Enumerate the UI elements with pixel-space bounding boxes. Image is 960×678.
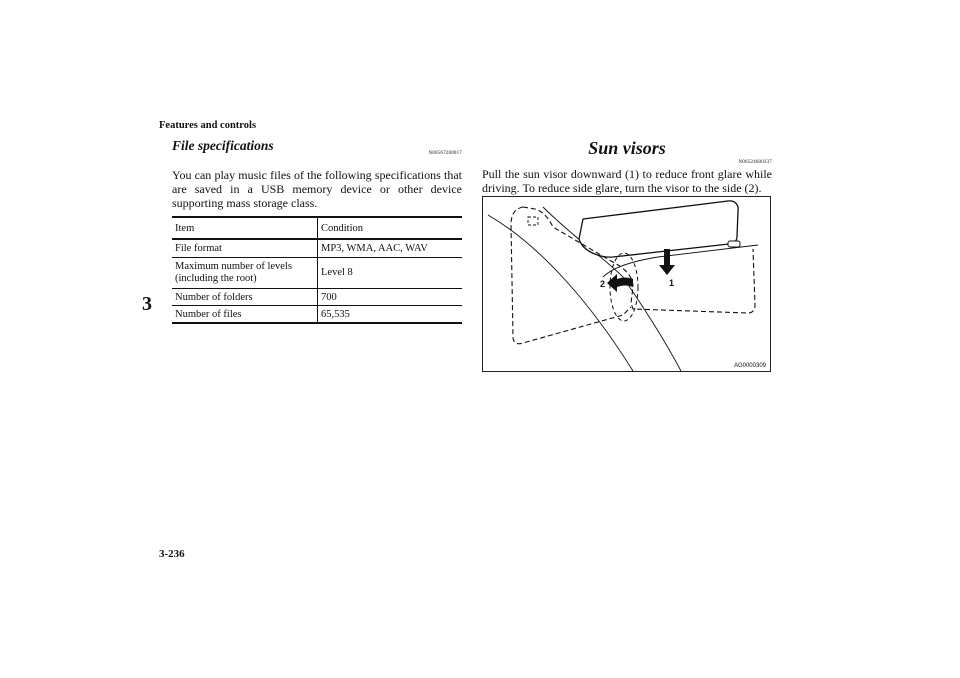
file-specifications-title: File specifications (172, 138, 274, 153)
table-row (172, 289, 462, 306)
page-number: 3-236 (159, 548, 185, 560)
file-specifications-intro: You can play music files of the following specifications that are saved in a USB memory device or other device supporting mass storage class. (172, 168, 462, 210)
table-row (172, 306, 462, 324)
table-cell-condition: Level 8 (318, 258, 463, 289)
figure-code: AG0000309 (733, 363, 766, 369)
sun-visors-title: Sun visors (588, 138, 666, 158)
figure-label-1: 1 (669, 278, 675, 288)
section-header: Features and controls (159, 120, 257, 131)
table-header-item: Item (172, 217, 318, 239)
table-header-row (172, 217, 462, 239)
table-cell-item: Number of files (172, 306, 318, 324)
table-cell-condition: 65,535 (318, 306, 463, 324)
table-cell-condition: 700 (318, 289, 463, 306)
file-specifications-section (172, 138, 462, 210)
sun-visors-code: N00524600337 (738, 160, 772, 165)
table-row (172, 258, 462, 289)
table-cell-item: File format (172, 239, 318, 258)
sun-visors-section (482, 138, 772, 195)
arrow-side-icon (607, 274, 633, 292)
visor-solid (579, 201, 738, 257)
table-row (172, 239, 462, 258)
visor-clip (528, 217, 538, 225)
sun-visor-illustration (482, 196, 771, 372)
figure-label-2: 2 (600, 279, 606, 289)
sun-visors-text: Pull the sun visor downward (1) to reduce front glare while driving. To reduce side glare, turn the visor to the side (2). (482, 167, 772, 195)
table-cell-item: Number of folders (172, 289, 318, 306)
file-specifications-code: N00567200017 (428, 151, 462, 156)
visor-hinge (728, 241, 740, 247)
chapter-tab: 3 (142, 293, 152, 315)
arrow-down-icon (659, 249, 675, 275)
sun-visor-drawing (483, 197, 770, 371)
table-header-condition: Condition (318, 217, 463, 239)
table-cell-condition: MP3, WMA, AAC, WAV (318, 239, 463, 258)
file-specifications-table (172, 216, 462, 324)
table-cell-item: Maximum number of levels (including the root) (172, 258, 318, 289)
